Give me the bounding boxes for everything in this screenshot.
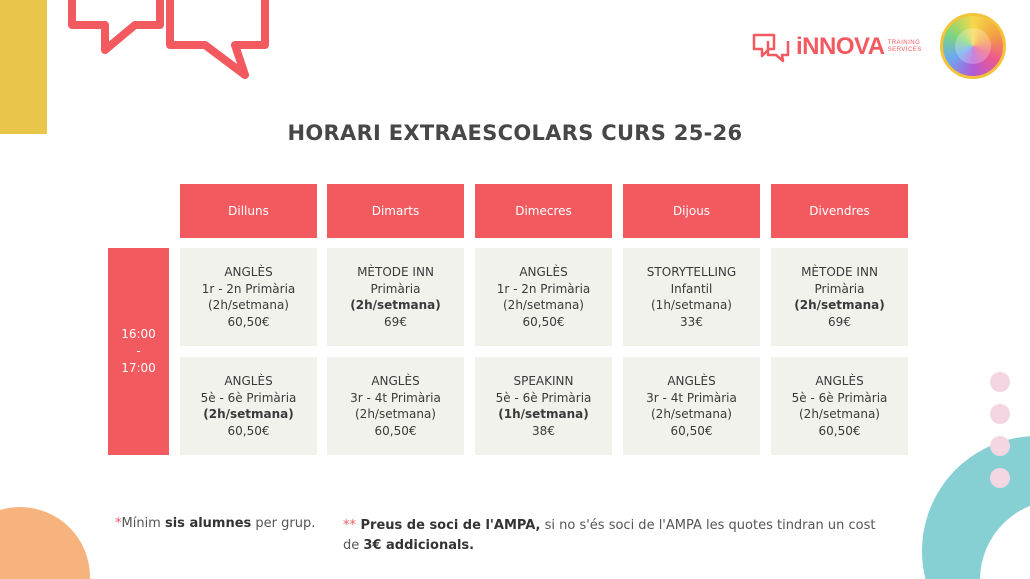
activity-name: MÈTODE INN	[357, 265, 434, 279]
activity-name: ANGLÈS	[224, 374, 273, 388]
activity-name: ANGLÈS	[667, 374, 716, 388]
activity-price: 60,50€	[227, 314, 270, 329]
activity-hours: (2h/setmana)	[651, 407, 732, 421]
footnote-star: *	[115, 516, 122, 531]
activity-price: 69€	[384, 314, 407, 329]
time-end: 17:00	[121, 361, 156, 375]
activity-name: MÈTODE INN	[801, 265, 878, 279]
activity-price: 60,50€	[522, 314, 565, 329]
footnote-minimum	[115, 514, 330, 534]
activity-level: 5è - 6è Primària	[791, 390, 888, 405]
innova-logo	[752, 30, 922, 64]
chat-bubbles-decoration	[60, 0, 280, 90]
activity-level: Primària	[370, 281, 421, 296]
time-separator: -	[136, 344, 141, 358]
activity-name: ANGLÈS	[519, 265, 568, 279]
activity-level: 3r - 4t Primària	[350, 390, 441, 405]
activity-level: Infantil	[670, 281, 713, 296]
activity-level: 1r - 2n Primària	[201, 281, 296, 296]
yellow-decoration-bar	[0, 0, 47, 134]
activity-cell	[771, 357, 908, 455]
activity-hours: (2h/setmana)	[350, 298, 441, 312]
innova-wordmark: iNNOVA	[796, 33, 885, 60]
activity-price: 60,50€	[818, 423, 861, 438]
activity-cell	[327, 357, 464, 455]
footnote-bold: sis alumnes	[164, 516, 252, 531]
chat-logo-icon	[752, 32, 790, 62]
activity-level: Primària	[814, 281, 865, 296]
activity-hours: (2h/setmana)	[503, 298, 584, 312]
activity-level: 3r - 4t Primària	[646, 390, 737, 405]
footnote-bold: Preus de soci de l'AMPA,	[356, 518, 541, 533]
activity-name: STORYTELLING	[646, 265, 737, 279]
activity-hours: (1h/setmana)	[498, 407, 589, 421]
activity-cell	[475, 357, 612, 455]
day-header-dimarts: Dimarts	[327, 184, 464, 238]
activity-hours: (2h/setmana)	[203, 407, 294, 421]
activity-hours: (2h/setmana)	[355, 407, 436, 421]
activity-cell	[180, 248, 317, 346]
footnote-prices	[343, 516, 888, 556]
activity-hours: (2h/setmana)	[794, 298, 885, 312]
footnote-bold: 3€ addicionals.	[363, 538, 475, 553]
activity-name: SPEAKINN	[513, 374, 574, 388]
activity-cell	[623, 357, 760, 455]
orange-circle-decoration	[0, 507, 90, 579]
pink-dot	[990, 372, 1010, 392]
activity-name: ANGLÈS	[224, 265, 273, 279]
activity-cell	[623, 248, 760, 346]
school-logo	[940, 13, 1006, 79]
activity-price: 38€	[532, 423, 555, 438]
pink-dot	[990, 436, 1010, 456]
activity-level: 5è - 6è Primària	[200, 390, 297, 405]
activity-level: 1r - 2n Primària	[496, 281, 591, 296]
activity-cell	[771, 248, 908, 346]
day-header-dijous: Dijous	[623, 184, 760, 238]
page-title: HORARI EXTRAESCOLARS CURS 25-26	[287, 121, 743, 145]
activity-cell	[180, 357, 317, 455]
activity-price: 60,50€	[374, 423, 417, 438]
activity-name: ANGLÈS	[371, 374, 420, 388]
activity-price: 69€	[828, 314, 851, 329]
activity-hours: (2h/setmana)	[208, 298, 289, 312]
innova-sub-line2: SERVICES	[887, 47, 922, 53]
activity-hours: (2h/setmana)	[799, 407, 880, 421]
footnote-star: **	[343, 518, 356, 533]
pink-dot	[990, 404, 1010, 424]
time-slot	[108, 248, 169, 455]
day-header-dimecres: Dimecres	[475, 184, 612, 238]
activity-cell	[327, 248, 464, 346]
footnote-text: si no s'és soci de l'AMPA les quotes tindran un cost de	[343, 518, 876, 553]
day-header-divendres: Divendres	[771, 184, 908, 238]
activity-price: 33€	[680, 314, 703, 329]
time-start: 16:00	[121, 327, 156, 341]
activity-hours: (1h/setmana)	[651, 298, 732, 312]
innova-sub-line1: TRAINING	[887, 40, 921, 46]
activity-price: 60,50€	[227, 423, 270, 438]
footnote-text: per grup.	[251, 516, 316, 531]
activity-name: ANGLÈS	[815, 374, 864, 388]
activity-price: 60,50€	[670, 423, 713, 438]
innova-subtitle	[888, 40, 922, 54]
activity-level: 5è - 6è Primària	[495, 390, 592, 405]
pink-dot	[990, 468, 1010, 488]
activity-cell	[475, 248, 612, 346]
day-header-dilluns: Dilluns	[180, 184, 317, 238]
footnote-text: Mínim	[121, 516, 165, 531]
school-logo-center	[955, 28, 991, 64]
